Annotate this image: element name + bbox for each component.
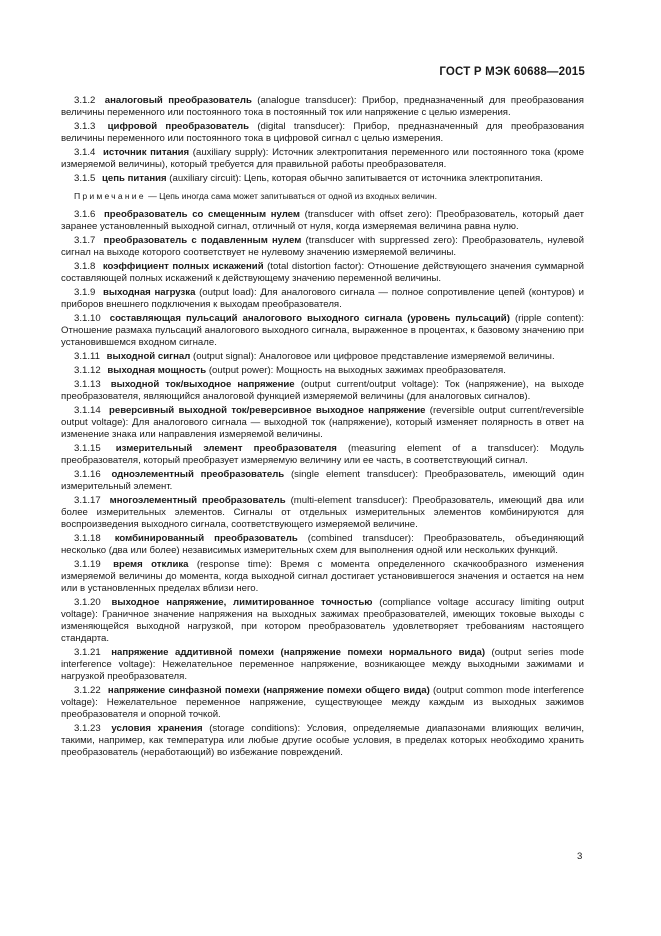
definition-entry [61,379,584,403]
entry-definition: Преобразователь, который дает заранее установленный выходной сигнал, отличный от нуля, когда измеряемая величина равна нулю. [61,209,585,232]
entry-english-term: (storage conditions): [202,723,301,734]
entry-definition: Для аналогового сигнала — полное сопротивление цепей (контуров) и приборов внешнего подключения к выходам преобразователя. [61,287,584,310]
entry-term: преобразователь с подавленным нулем [103,235,302,246]
entry-term: цифровой преобразователь [107,121,250,132]
entry-english-term: (analogue transducer): [251,95,357,106]
entry-term: одноэлементный преобразователь [111,469,285,480]
entry-english-term: (auxiliary supply): [189,147,269,158]
entry-definition: Ток (напряжение), на выходе преобразователя, являющийся аналоговой функцией измеряемой величины (для аналоговых сигналов). [61,379,584,402]
entry-definition: Нежелательное переменное напряжение, существующее между каждым из выходных зажимов преобразователя и опорной точкой. [61,697,584,720]
entry-definition: Время с момента определенного скачкообразного изменения измеряемой величины до момента, когда выходной сигнал достигает установившегося значения и остается на нем или в установленных пределах вблизи него. [61,559,584,594]
entry-number: 3.1.21 [74,647,101,658]
entry-english-term: (reversible output current/reversible output voltage): [61,405,584,428]
entry-term: выходное напряжение, лимитированное точностью [111,597,373,608]
entry-english-term: (transducer with suppressed zero): [301,235,458,246]
definition-entry [61,235,584,259]
definition-entry [61,313,584,349]
entry-english-term: (measuring element of a transducer): [336,443,539,454]
entry-number: 3.1.7 [74,235,96,246]
entry-definition: Условия, определяемые диапазонами влияющих величин, такими, например, как температура или любые другие особые условия, в пределах которых необходимо хранить преобразователь (неработающий) во избежание повреждений. [61,723,585,758]
entry-number: 3.1.22 [74,685,101,696]
entry-term: выходной ток/выходное напряжение [110,379,295,390]
entry-number: 3.1.14 [74,405,101,416]
entry-number: 3.1.13 [74,379,101,390]
entry-english-term: (ripple content): [509,313,584,324]
entry-number: 3.1.9 [74,287,96,298]
entry-number: 3.1.6 [74,209,96,220]
entry-term: цепь питания [102,173,167,184]
entry-english-term: (output common mode interference voltage): [61,685,584,708]
definition-entry [61,351,584,363]
entry-term: условия хранения [111,723,203,734]
entry-term: выходной сигнал [106,351,191,362]
definition-entry [61,647,584,683]
entry-english-term: (combined transducer): [297,533,414,544]
entry-english-term: (output series mode interference voltage): [61,647,584,670]
definition-entry [61,173,584,185]
entry-term: аналоговый преобразователь [104,95,252,106]
definition-entry [61,443,584,467]
definition-entry [61,209,584,233]
entry-number: 3.1.16 [74,469,101,480]
entry-term: составляющая пульсаций аналогового выходного сигнала (уровень пульсаций) [109,313,510,324]
entry-number: 3.1.8 [74,261,96,272]
definition-entry [61,685,584,721]
entry-english-term: (auxiliary circuit): [166,173,242,184]
entry-term: преобразователь со смещенным нулем [103,209,300,220]
entry-term: коэффициент полных искажений [102,261,264,272]
definition-entry [61,95,584,119]
page-number: 3 [577,851,583,862]
entry-english-term: (response time): [188,559,272,570]
entry-definition: Прибор, предназначенный для преобразования величины переменного или постоянного тока в постоянный ток или напряжение с целью измерения. [61,95,584,118]
entry-definition: Источник электропитания переменного или постоянного тока (кроме измеряемой величины), который требуется для правильной работы преобразователя. [61,147,584,170]
entry-english-term: (digital transducer): [249,121,346,132]
entry-number: 3.1.2 [74,95,96,106]
entry-term: многоэлементный преобразователь [109,495,286,506]
entry-english-term: (output signal): [190,351,257,362]
definition-entry [61,469,584,493]
entry-definition: Граничное значение напряжения на выходных зажимах преобразователей, имеющих токовые выходы с изменяющейся выходной нагрузкой, при котором преобразователь удовлетворяет требованиям настоящего стандарта. [61,609,584,644]
entry-definition: Отношение действующего значения суммарной составляющей полных искажений к действующему значению переменной величины. [61,261,585,284]
definition-entry [61,261,584,285]
definition-entry [61,147,584,171]
entry-english-term: (compliance voltage accuracy limiting output voltage): [61,597,584,620]
entry-definition: Отношение размаха пульсаций аналогового выходного сигнала, выраженное в процентах, к базовому значению при установившемся входном сигнале. [61,325,584,348]
entry-term: напряжение синфазной помехи (напряжение помехи общего вида) [107,685,430,696]
entry-number: 3.1.4 [74,147,96,158]
definition-entry [61,405,584,441]
entry-definition: Прибор, предназначенный для преобразования величины переменного или постоянного тока в цифровой сигнал с целью измерения. [61,121,585,144]
entry-english-term: (total distortion factor): [263,261,365,272]
definition-entry [61,365,584,377]
entry-number: 3.1.11 [74,351,100,362]
entry-definition: Аналоговое или цифровое представление измеряемой величины. [256,351,555,362]
entry-number: 3.1.15 [74,443,101,454]
entry-definition: Цепь, которая обычно запитывается от источника электропитания. [241,173,543,184]
entry-english-term: (transducer with offset zero): [300,209,432,220]
entry-definition: Для аналогового сигнала — выходной ток (напряжение), который изменяет полярность в ответ на изменение знака или направления измеряемой величины. [61,417,585,440]
entry-definition: Нежелательное переменное напряжение, возникающее между выходными зажимами и нагрузкой преобразователя. [61,659,585,682]
entry-definition: Модуль преобразователя, который преобразует измеряемую величину или ее часть, в соответствующий сигнал. [61,443,584,466]
entry-definition: Мощность на выходных зажимах преобразователя. [273,365,506,376]
definition-entry [61,495,584,531]
entry-english-term: (output load): [195,287,257,298]
definition-entry [61,559,584,595]
entry-number: 3.1.18 [74,533,101,544]
definition-entry [61,723,584,759]
note-text: — Цепь иногда сама может запитываться от одной из входных величин. [145,191,437,201]
entry-term: выходная нагрузка [103,287,196,298]
note-label: Примечание [74,191,146,201]
entry-term: комбинированный преобразователь [114,533,298,544]
entry-definition: Преобразователь, объединяющий несколько (два или более) независимых измерительных схем для выполнения одной или нескольких функций. [61,533,584,556]
entry-number: 3.1.3 [74,121,96,132]
entry-definition: Преобразователь, нулевой сигнал на выходе которого соответствует не нулевому значению измеряемой величины. [61,235,584,258]
definition-entry [61,287,584,311]
entry-number: 3.1.5 [74,173,96,184]
entry-term: измерительный элемент преобразователя [115,443,337,454]
entry-term: источник питания [103,147,190,158]
entry-term: напряжение аддитивной помехи (напряжение помехи нормального вида) [111,647,486,658]
entry-number: 3.1.17 [74,495,101,506]
entry-number: 3.1.20 [74,597,101,608]
entry-number: 3.1.19 [74,559,101,570]
document-code-header: ГОСТ Р МЭК 60688—2015 [439,66,585,78]
entry-term: реверсивный выходной ток/реверсивное выходное напряжение [109,405,426,416]
entry-definition: Преобразователь, имеющий два или более измерительных элементов. Сигналы от отдельных измерительных элементов комбинируются для воспроизведения выходного сигнала, соответствующего измеряемой величине. [61,495,585,530]
entry-number: 3.1.10 [74,313,101,324]
definition-entry [61,533,584,557]
definition-entry [61,121,584,145]
document-body [61,95,584,761]
entry-term: выходная мощность [107,365,207,376]
definition-entry [61,597,584,645]
entry-english-term: (multi-element transducer): [285,495,408,506]
entry-english-term: (output power): [206,365,274,376]
entry-number: 3.1.12 [74,365,101,376]
note [61,190,584,202]
entry-english-term: (single element transducer): [284,469,419,480]
entry-term: время отклика [113,559,189,570]
entry-english-term: (output current/output voltage): [294,379,439,390]
entry-number: 3.1.23 [74,723,101,734]
entry-definition: Преобразователь, имеющий один измерительный элемент. [61,469,584,492]
